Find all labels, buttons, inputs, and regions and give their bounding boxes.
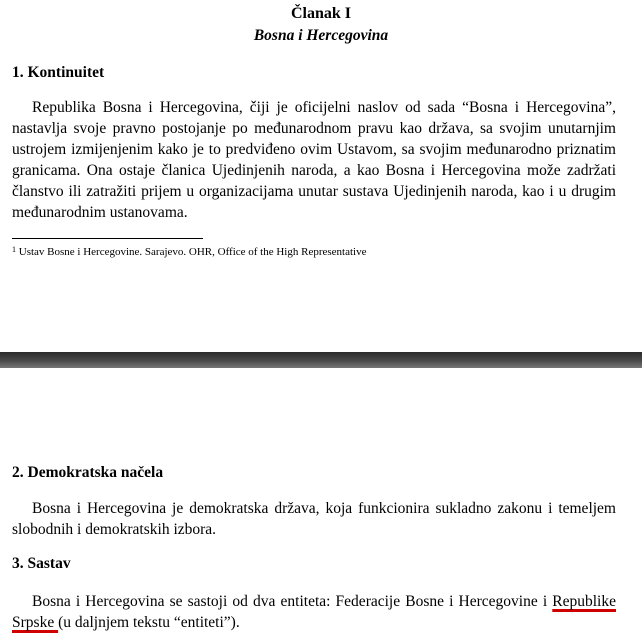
footnote — [12, 246, 366, 258]
page-break-divider — [0, 352, 642, 368]
section-heading-kontinuitet: 1. Kontinuitet — [12, 64, 105, 81]
footnote-text: Ustav Bosne i Hercegovine. Sarajevo. OHR, Office of the High Representative — [16, 246, 367, 258]
highlighted-republike-srpske: Republike Srpske — [12, 593, 616, 631]
section-text-sastav — [12, 591, 616, 633]
section-text-kontinuitet: Republika Bosna i Hercegovina, čiji je oficijelni naslov od sada “Bosna i Hercegovina”, nastavlja svoje pravno postojanje po međunarodnom pravu kao država, sa svojim unutarnjim ustrojem izmijenjenim kako je to predviđeno ovim Ustavom, sa svojim međunarodno priznatim granicama. Ona ostaje članica Ujedinjenih naroda, a kao Bosna i Hercegovina može zadržati članstvo ili zatražiti prijem u organizacijama unutar sustava Ujedinjenih naroda, kao i u drugim međunarodnim ustanovama. — [12, 99, 616, 221]
sastav-text-part-1: Bosna i Hercegovina se sastoji od dva entiteta: Federacije Bosne i Hercegovine i — [32, 593, 553, 610]
section-text-demokratska-nacela: Bosna i Hercegovina je demokratska država, koja funkcionira sukladno zakonu i temeljem slobodnih i demokratskih izbora. — [12, 500, 616, 538]
section-heading-sastav: 3. Sastav — [12, 555, 71, 572]
sastav-text-part-2: (u daljnjem tekstu “entiteti”). — [58, 614, 240, 631]
document-page-bottom — [0, 368, 642, 636]
footnote-separator — [12, 238, 203, 239]
article-number: Članak I — [290, 5, 352, 22]
article-title: Bosna i Hercegovina — [253, 27, 389, 44]
section-heading-demokratska-nacela: 2. Demokratska načela — [12, 464, 164, 481]
footnote-marker: 1 — [12, 245, 16, 254]
